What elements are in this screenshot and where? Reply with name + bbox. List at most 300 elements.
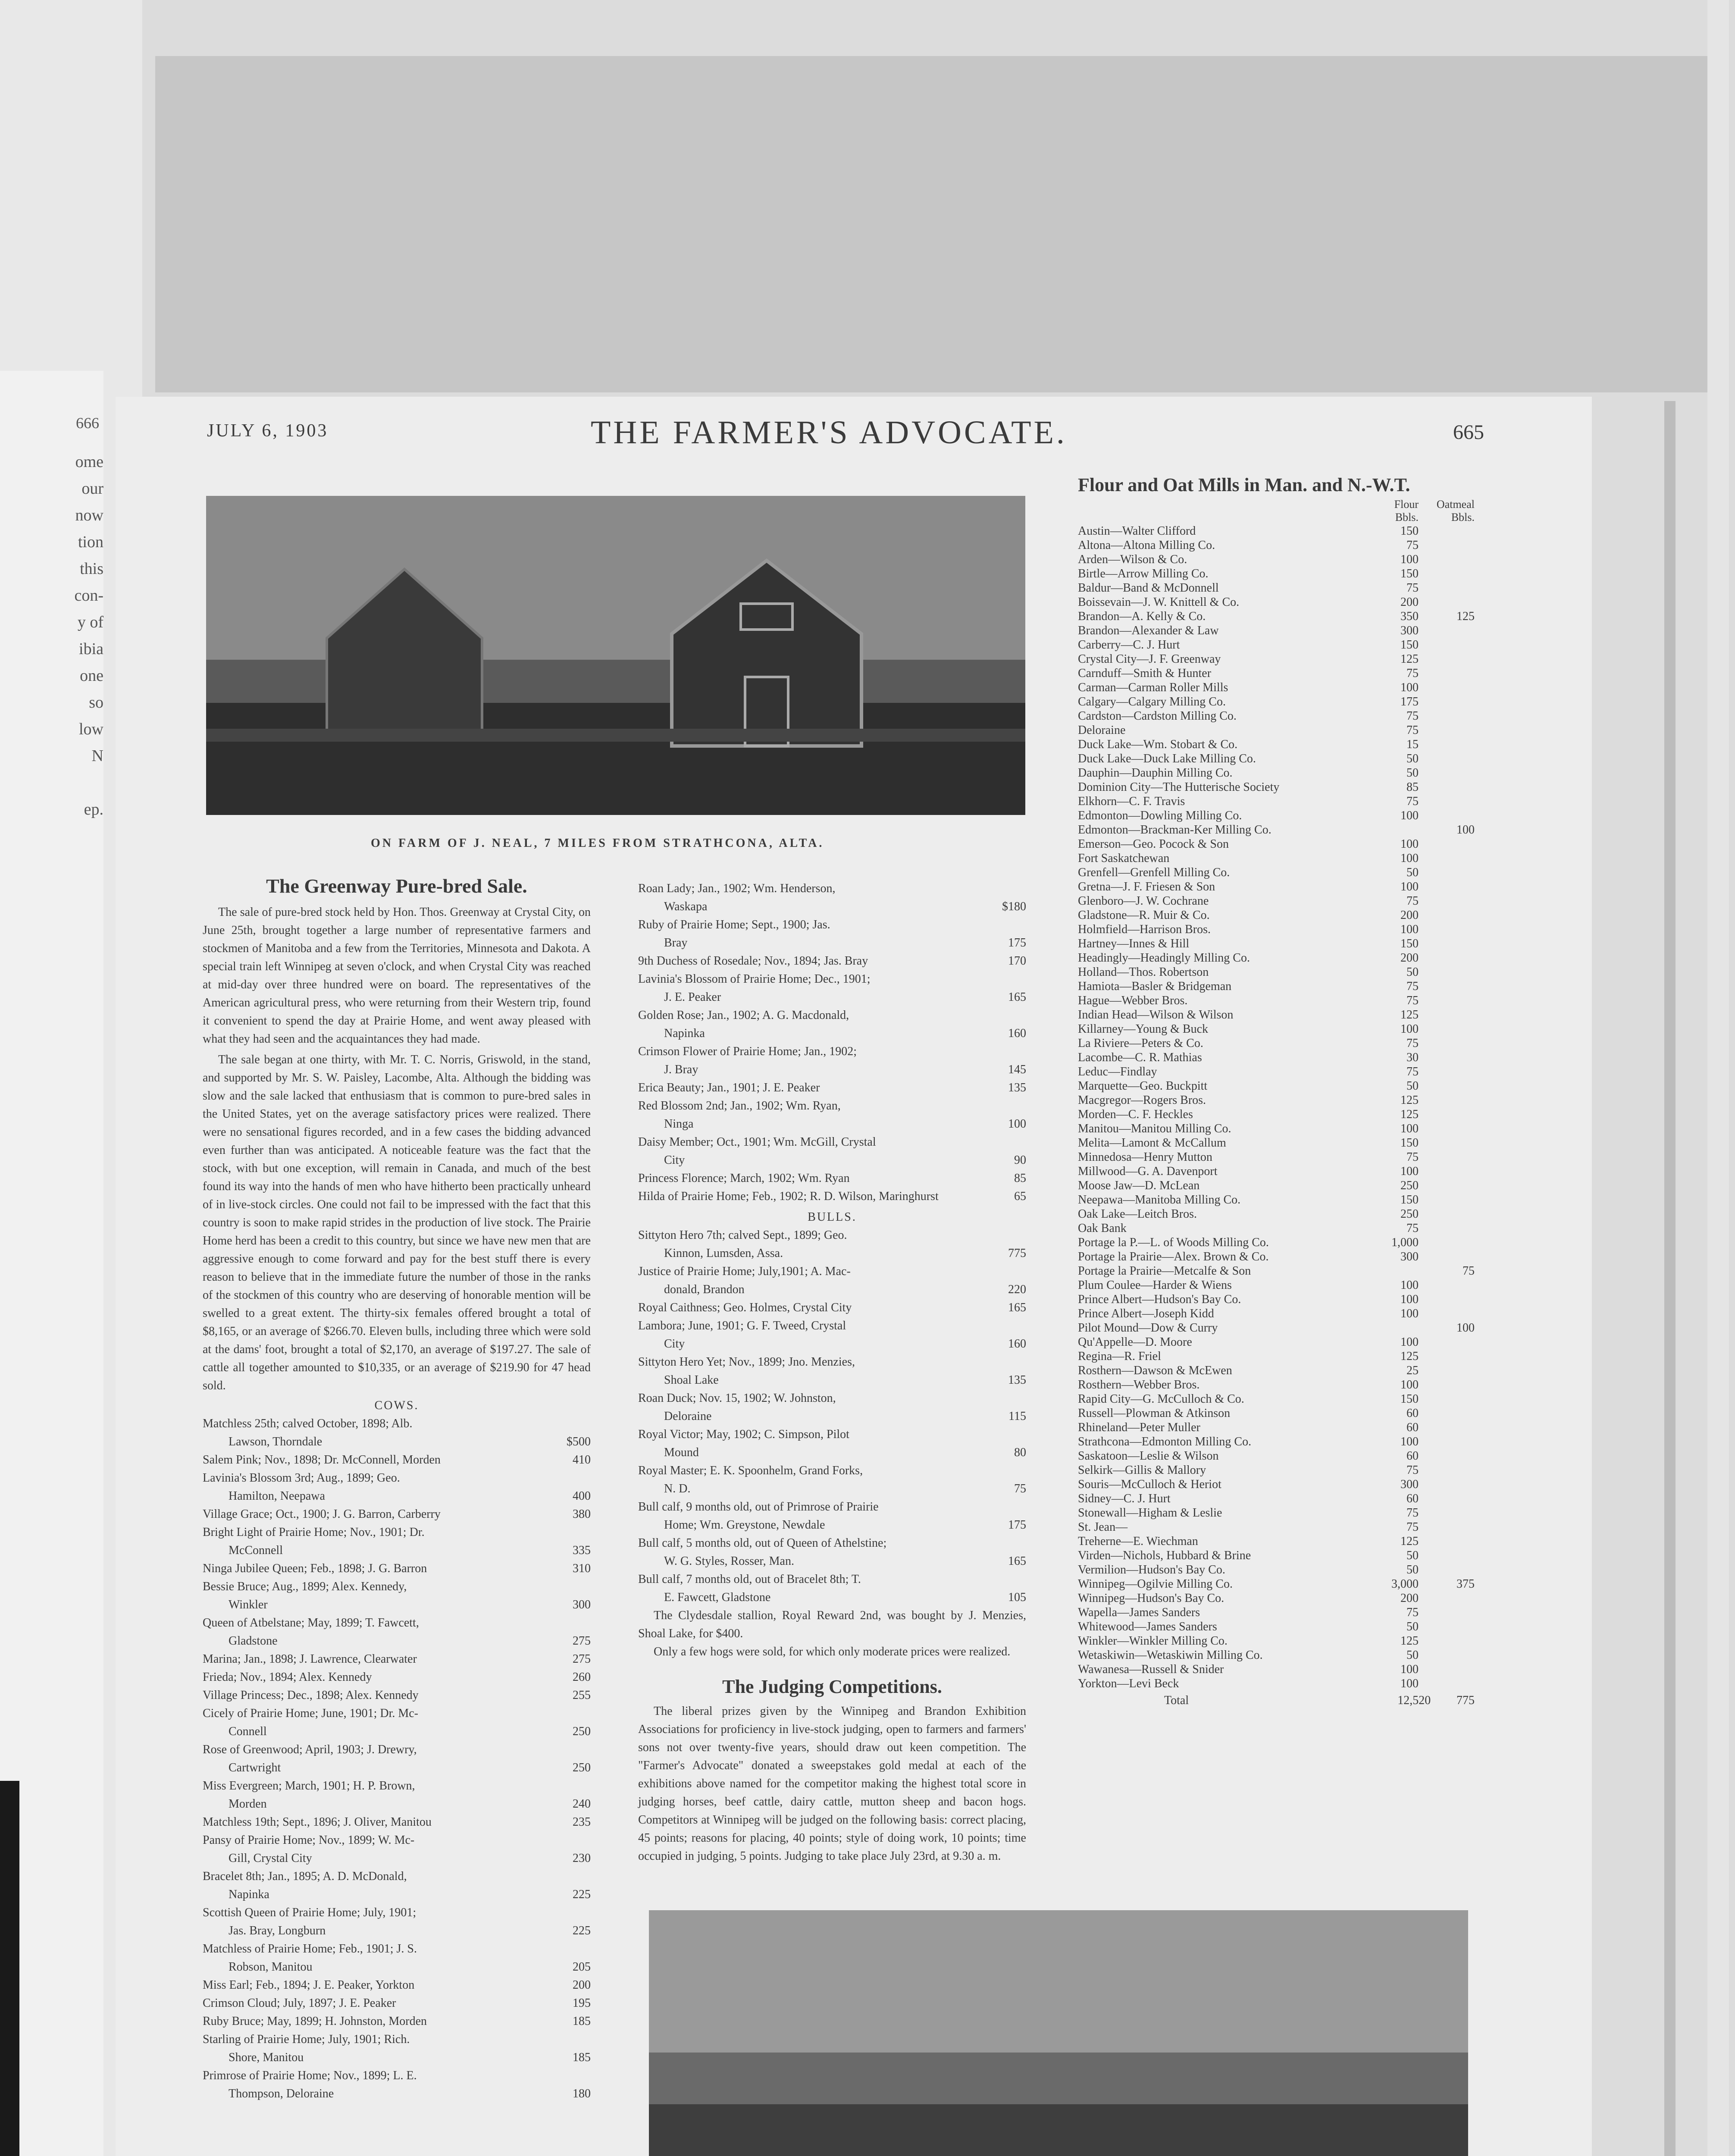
oatmeal-capacity <box>1419 1662 1475 1677</box>
sale-entry-line: Daisy Member; Oct., 1901; Wm. McGill, Crystal <box>638 1135 876 1149</box>
mill-name: Lacombe—C. R. Mathias <box>1078 1051 1202 1064</box>
sale-entry <box>203 1523 591 1560</box>
mill-name: Edmonton—Dowling Milling Co. <box>1078 809 1242 822</box>
sale-entry-line: Ruby Bruce; May, 1899; H. Johnston, Morden <box>203 2015 427 2028</box>
hogs-note: Only a few hogs were sold, for which only moderate prices were realized. <box>654 1645 1011 1658</box>
mill-name: Leduc—Findlay <box>1078 1065 1157 1078</box>
sale-entry <box>638 1169 1026 1188</box>
sale-entry-line: Morden <box>229 1797 267 1811</box>
sale-entry <box>203 1668 591 1686</box>
sale-price: 300 <box>573 1598 591 1611</box>
mill-name: Brandon—A. Kelly & Co. <box>1078 610 1206 623</box>
lake-photo <box>649 1910 1468 2156</box>
sale-price: 255 <box>573 1689 591 1702</box>
oatmeal-header: Oatmeal <box>1436 498 1475 511</box>
sale-entry-line: Sittyton Hero Yet; Nov., 1899; Jno. Menzies, <box>638 1355 855 1369</box>
flour-capacity: 50 <box>1406 1563 1419 1576</box>
mill-name: Plum Coulee—Harder & Wiens <box>1078 1279 1232 1292</box>
sale-entry-line: W. G. Styles, Rosser, Man. <box>664 1554 794 1568</box>
sale-entry <box>638 1006 1026 1043</box>
left-fragment-line: ome <box>75 453 103 471</box>
sale-entry-line: Connell <box>229 1725 267 1738</box>
mill-row <box>1078 851 1475 865</box>
mill-row <box>1078 638 1475 652</box>
mill-name: Yorkton—Levi Beck <box>1078 1677 1179 1690</box>
sale-entry-line: Primrose of Prairie Home; Nov., 1899; L. E. <box>203 2069 417 2082</box>
sale-price: 90 <box>1014 1153 1026 1167</box>
mill-row <box>1078 1406 1475 1420</box>
sale-price: 100 <box>1008 1117 1026 1131</box>
mill-name: Pilot Mound—Dow & Curry <box>1078 1321 1218 1335</box>
mill-row <box>1078 1349 1475 1363</box>
oatmeal-capacity <box>1419 808 1475 823</box>
oatmeal-capacity <box>1419 1307 1475 1321</box>
mills-rows <box>1078 524 1475 1708</box>
left-fragment-line: now <box>75 506 103 524</box>
flour-capacity: 25 <box>1406 1364 1419 1377</box>
flour-capacity: 100 <box>1400 1435 1419 1448</box>
sale-entry-line: Lavinia's Blossom of Prairie Home; Dec., 1901; <box>638 972 871 986</box>
judging-paragraph: The liberal prizes given by the Winnipeg and Brandon Exhibition Associations for proficiency in live-stock judging, open to farmers and farmers' sons not over twenty-five years, should draw out keen competition. The "Farmer's Advocate" donated a sweepstakes gold medal at each of the exhibitions above named for the competitor making the highest total score in judging horses, beef cattle, dairy cattle, mutton sheep and bacon hogs. Competitors at Winnipeg will be judged on the following basis: correct placing, 45 points; reasons for placing, 40 points; style of doing work, 10 points; time occupied in judging, 5 points. Judging to take place July 23rd, at 9.30 a. m. <box>638 1705 1026 1863</box>
flour-capacity: 75 <box>1406 1065 1419 1078</box>
flour-capacity: 100 <box>1400 1335 1419 1349</box>
mill-row <box>1078 1520 1475 1534</box>
bulls-sale-list <box>638 1226 1026 1607</box>
mill-row <box>1078 595 1475 609</box>
sale-entry-line: Royal Master; E. K. Spoonhelm, Grand Forks, <box>638 1464 863 1477</box>
mill-name: Carman—Carman Roller Mills <box>1078 681 1228 694</box>
sale-entry <box>638 1043 1026 1079</box>
flour-capacity: 75 <box>1406 1222 1419 1235</box>
mill-name: Stonewall—Higham & Leslie <box>1078 1506 1222 1520</box>
flour-capacity: 75 <box>1406 1506 1419 1520</box>
sale-entry-line: Scottish Queen of Prairie Home; July, 1901; <box>203 1906 417 1919</box>
sale-entry-line: Roan Duck; Nov. 15, 1902; W. Johnston, <box>638 1391 836 1405</box>
oatmeal-capacity <box>1419 1008 1475 1022</box>
sale-price: 115 <box>1008 1410 1026 1423</box>
flour-capacity: 3,000 <box>1391 1577 1419 1591</box>
sale-entry-line: Robson, Manitou <box>229 1960 313 1974</box>
mill-row <box>1078 1648 1475 1662</box>
sale-entry-line: Shore, Manitou <box>229 2051 304 2064</box>
sale-entry <box>203 1451 591 1469</box>
sale-entry-line: Hilda of Prairie Home; Feb., 1902; R. D. Wilson, Maringhurst <box>638 1190 939 1203</box>
mill-row <box>1078 780 1475 794</box>
mill-row <box>1078 1420 1475 1435</box>
oatmeal-capacity <box>1419 1378 1475 1392</box>
oatmeal-capacity <box>1419 1164 1475 1178</box>
mill-row <box>1078 1235 1475 1250</box>
mill-name: Russell—Plowman & Atkinson <box>1078 1407 1231 1420</box>
oatmeal-capacity <box>1419 993 1475 1008</box>
mill-name: La Riviere—Peters & Co. <box>1078 1037 1203 1050</box>
mill-row <box>1078 581 1475 595</box>
sale-entry <box>203 2031 591 2067</box>
flour-header: Flour <box>1394 498 1419 511</box>
mill-row <box>1078 865 1475 880</box>
sale-entry-line: Ninga Jubilee Queen; Feb., 1898; J. G. Barron <box>203 1562 427 1575</box>
oatmeal-capacity <box>1419 766 1475 780</box>
mill-name: Virden—Nichols, Hubbard & Brine <box>1078 1549 1251 1562</box>
mill-row <box>1078 1492 1475 1506</box>
sale-entry-line: Pansy of Prairie Home; Nov., 1899; W. Mc- <box>203 1833 415 1847</box>
sale-price: 195 <box>573 1996 591 2010</box>
judging-headline: The Judging Competitions. <box>722 1676 942 1697</box>
sale-price: 380 <box>573 1507 591 1521</box>
mill-row <box>1078 1662 1475 1677</box>
mill-row <box>1078 1079 1475 1093</box>
oatmeal-capacity <box>1419 1036 1475 1050</box>
sale-entry-line: Cicely of Prairie Home; June, 1901; Dr. Mc- <box>203 1707 419 1720</box>
flour-capacity: 125 <box>1400 1634 1419 1648</box>
sale-entry-line: Matchless 19th; Sept., 1896; J. Oliver, Manitou <box>203 1815 432 1829</box>
flour-capacity: 100 <box>1400 923 1419 936</box>
mill-name: Headingly—Headingly Milling Co. <box>1078 951 1250 965</box>
flour-capacity: 75 <box>1406 709 1419 723</box>
mill-row <box>1078 1693 1475 1708</box>
flour-capacity: 200 <box>1400 595 1419 609</box>
flour-capacity: 60 <box>1406 1449 1419 1463</box>
mill-name: Portage la Prairie—Metcalfe & Son <box>1078 1264 1251 1278</box>
sale-entry-line: Red Blossom 2nd; Jan., 1902; Wm. Ryan, <box>638 1099 841 1112</box>
oatmeal-capacity <box>1419 1563 1475 1577</box>
oatmeal-capacity <box>1419 1520 1475 1534</box>
oatmeal-capacity: 100 <box>1456 1321 1475 1335</box>
oatmeal-capacity <box>1419 1591 1475 1605</box>
sale-entry <box>638 1534 1026 1570</box>
mill-row <box>1078 1093 1475 1107</box>
sale-entry-line: Gill, Crystal City <box>229 1852 312 1865</box>
oatmeal-capacity <box>1419 752 1475 766</box>
mill-name: Neepawa—Manitoba Milling Co. <box>1078 1193 1241 1206</box>
flour-capacity: 75 <box>1406 994 1419 1007</box>
mill-row <box>1078 951 1475 965</box>
oatmeal-capacity <box>1419 894 1475 908</box>
mill-name: Winkler—Winkler Milling Co. <box>1078 1634 1228 1648</box>
oatmeal-capacity <box>1419 1392 1475 1406</box>
sale-entry-line: Bessie Bruce; Aug., 1899; Alex. Kennedy, <box>203 1580 407 1593</box>
oatmeal-capacity <box>1419 1463 1475 1477</box>
oatmeal-capacity <box>1419 581 1475 595</box>
mill-name: Carberry—C. J. Hurt <box>1078 638 1180 652</box>
sale-entry <box>203 1705 591 1741</box>
mill-row <box>1078 837 1475 851</box>
sale-entry <box>203 1868 591 1904</box>
sale-entry-line: Frieda; Nov., 1894; Alex. Kennedy <box>203 1670 372 1684</box>
oatmeal-capacity <box>1419 780 1475 794</box>
oatmeal-capacity <box>1419 1506 1475 1520</box>
oatmeal-capacity <box>1419 1449 1475 1463</box>
mill-row <box>1078 723 1475 737</box>
sale-price: 235 <box>573 1815 591 1829</box>
mill-name: Hague—Webber Bros. <box>1078 994 1188 1007</box>
mill-name: Holmfield—Harrison Bros. <box>1078 923 1211 936</box>
mill-row <box>1078 695 1475 709</box>
sale-entry <box>203 1976 591 1994</box>
flour-capacity: 75 <box>1406 1606 1419 1619</box>
mill-name: Holland—Thos. Robertson <box>1078 965 1209 979</box>
sale-entry <box>638 1317 1026 1353</box>
left-fragment-line: this <box>80 560 103 578</box>
mill-name: Carnduff—Smith & Hunter <box>1078 667 1212 680</box>
mill-row <box>1078 1065 1475 1079</box>
mill-name: Sidney—C. J. Hurt <box>1078 1492 1171 1505</box>
sale-entry-line: Jas. Bray, Longburn <box>229 1924 326 1937</box>
oatmeal-capacity <box>1419 1079 1475 1093</box>
greenway-paragraph-2: The sale began at one thirty, with Mr. T. C. Norris, Griswold, in the stand, and supported by Mr. S. W. Paisley, Lacombe, Alta. Although the bidding was slow and the sale lacked that enthusiasm that is common to pure-bred sales in the United States, yet on the average satisfactory prices were realized. There were no sensational figures recorded, and in a few cases the bidding advanced even further than was anticipated. A noticeable feature was the fact that the stock, with but one exception, will remain in Canada, and much of the best found its way into the hands of men who have hitherto been practically unheard of in live-stock circles. One could not fail to be impressed with the fact that this country is soon to make rapid strides in the production of live stock. The Prairie Home herd has been a credit to this country, but since we have new men that are aggressive enough to come forward and pay for the best stuff there is every reason to believe that in the immediate future the number of those in the ranks of the stockmen of this country who are deserving of honorable mention will be swelled to a great extent. The thirty-six females offered brought a total of $8,165, or an average of $266.70. Eleven bulls, including three which were sold at the dams' foot, brought a total of $2,170, an average of $197.27. The sale of cattle all together amounted to $10,335, or an average of $219.90 for 47 head sold. <box>203 1053 591 1392</box>
sale-price: 275 <box>573 1634 591 1648</box>
flour-capacity: 50 <box>1406 965 1419 979</box>
sale-entry-line: Golden Rose; Jan., 1902; A. G. Macdonald, <box>638 1009 849 1022</box>
flour-capacity: 100 <box>1400 1022 1419 1036</box>
oatmeal-capacity <box>1419 538 1475 552</box>
flour-capacity: 60 <box>1406 1421 1419 1434</box>
left-fragment-line: our <box>81 479 103 498</box>
mill-name: Gretna—J. F. Friesen & Son <box>1078 880 1215 893</box>
sale-price: 220 <box>1008 1283 1026 1296</box>
mill-row <box>1078 823 1475 837</box>
oatmeal-capacity: 375 <box>1456 1577 1475 1591</box>
mill-row <box>1078 1677 1475 1691</box>
oatmeal-capacity <box>1419 1022 1475 1036</box>
mill-row <box>1078 1321 1475 1335</box>
mill-row <box>1078 1264 1475 1278</box>
sale-entry <box>203 1741 591 1777</box>
mill-name: Wawanesa—Russell & Snider <box>1078 1663 1224 1676</box>
right-scan-edge <box>1707 0 1729 2156</box>
mill-row <box>1078 1577 1475 1591</box>
oatmeal-capacity: 100 <box>1456 823 1475 837</box>
mill-name: Morden—C. F. Heckles <box>1078 1108 1193 1121</box>
mill-name: Prince Albert—Joseph Kidd <box>1078 1307 1214 1320</box>
sale-entry-line: Village Grace; Oct., 1900; J. G. Barron, Carberry <box>203 1507 441 1521</box>
mill-name: Edmonton—Brackman-Ker Milling Co. <box>1078 823 1271 837</box>
oatmeal-capacity <box>1419 1292 1475 1307</box>
sale-price: 205 <box>573 1960 591 1974</box>
sale-entry-line: Shoal Lake <box>664 1373 719 1387</box>
sale-entry-line: Deloraine <box>664 1410 712 1423</box>
sale-price: 200 <box>573 1978 591 1992</box>
flour-capacity: 100 <box>1400 1307 1419 1320</box>
flour-capacity: 75 <box>1406 980 1419 993</box>
mill-row <box>1078 1193 1475 1207</box>
oatmeal-capacity: 75 <box>1463 1264 1475 1278</box>
flour-capacity: 50 <box>1406 752 1419 765</box>
oatmeal-capacity <box>1419 937 1475 951</box>
oatmeal-capacity <box>1419 695 1475 709</box>
oatmeal-capacity <box>1419 1207 1475 1221</box>
greenway-article <box>203 873 591 2103</box>
sale-entry-line: Lambora; June, 1901; G. F. Tweed, Crystal <box>638 1319 846 1332</box>
sale-entry <box>203 1614 591 1650</box>
sale-price: 400 <box>573 1489 591 1503</box>
flour-capacity: 300 <box>1400 624 1419 637</box>
mill-name: Rosthern—Dawson & McEwen <box>1078 1364 1232 1377</box>
barn-photo <box>206 496 1025 815</box>
flour-capacity: 50 <box>1406 1549 1419 1562</box>
flour-capacity: 350 <box>1400 610 1419 623</box>
oatmeal-capacity <box>1419 1278 1475 1292</box>
flour-capacity: 75 <box>1406 667 1419 680</box>
sale-entry-line: Napinka <box>664 1027 705 1040</box>
oatmeal-capacity <box>1419 1221 1475 1235</box>
sale-price: 275 <box>573 1652 591 1666</box>
sale-entry-line: Lawson, Thorndale <box>229 1435 323 1448</box>
sale-entry-line: Salem Pink; Nov., 1898; Dr. McConnell, Morden <box>203 1453 441 1467</box>
oatmeal-capacity <box>1419 567 1475 581</box>
mill-row <box>1078 1022 1475 1036</box>
mill-row <box>1078 1605 1475 1620</box>
mill-row <box>1078 1050 1475 1065</box>
mill-row <box>1078 1392 1475 1406</box>
mill-row <box>1078 1150 1475 1164</box>
sale-entry-line: Home; Wm. Greystone, Newdale <box>664 1518 825 1532</box>
mill-row <box>1078 1122 1475 1136</box>
oatmeal-capacity <box>1419 1435 1475 1449</box>
mill-name: Crystal City—J. F. Greenway <box>1078 652 1221 666</box>
sale-entry <box>638 970 1026 1006</box>
oatmeal-capacity <box>1419 1363 1475 1378</box>
sale-price: 250 <box>573 1725 591 1738</box>
sale-entry <box>638 1498 1026 1534</box>
mill-row <box>1078 794 1475 808</box>
mill-row <box>1078 737 1475 752</box>
oatmeal-capacity <box>1419 723 1475 737</box>
sale-entry-line: Crimson Cloud; July, 1897; J. E. Peaker <box>203 1996 396 2010</box>
mill-name: Deloraine <box>1078 724 1126 737</box>
mill-row <box>1078 709 1475 723</box>
flour-capacity: 200 <box>1400 951 1419 965</box>
oatmeal-capacity <box>1419 1150 1475 1164</box>
mill-name: Altona—Altona Milling Co. <box>1078 539 1215 552</box>
oatmeal-capacity <box>1419 1677 1475 1691</box>
flour-capacity: 100 <box>1400 681 1419 694</box>
sale-entry <box>203 1560 591 1578</box>
mill-row <box>1078 609 1475 624</box>
sale-entry <box>203 1469 591 1505</box>
greenway-headline: The Greenway Pure-bred Sale. <box>266 875 527 897</box>
mill-name: Vermilion—Hudson's Bay Co. <box>1078 1563 1225 1576</box>
flour-capacity: 100 <box>1400 1293 1419 1306</box>
mill-name: Birtle—Arrow Milling Co. <box>1078 567 1209 580</box>
oatmeal-capacity <box>1419 1534 1475 1548</box>
clydesdale-note: The Clydesdale stallion, Royal Reward 2nd, was bought by J. Menzies, Shoal Lake, for $400. <box>638 1609 1026 1640</box>
mill-row <box>1078 1036 1475 1050</box>
sale-entry-line: Erica Beauty; Jan., 1901; J. E. Peaker <box>638 1081 820 1094</box>
mill-row <box>1078 880 1475 894</box>
flour-capacity <box>1362 823 1419 837</box>
flour-capacity: 100 <box>1400 553 1419 566</box>
flour-capacity: 75 <box>1406 539 1419 552</box>
flour-capacity: 60 <box>1406 1492 1419 1505</box>
oatmeal-capacity <box>1419 851 1475 865</box>
mill-row <box>1078 1563 1475 1577</box>
sale-entry-line: Hamilton, Neepawa <box>229 1489 325 1503</box>
flour-capacity: 125 <box>1400 1535 1419 1548</box>
left-fragment-line <box>4 769 103 796</box>
sale-price: 65 <box>1014 1190 1026 1203</box>
oatmeal-capacity <box>1419 837 1475 851</box>
oatmeal-capacity <box>1419 709 1475 723</box>
sale-entry-line: Ninga <box>664 1117 694 1131</box>
sale-price: $180 <box>1002 900 1026 913</box>
flour-capacity: 100 <box>1400 1378 1419 1391</box>
sale-price: 185 <box>573 2051 591 2064</box>
flour-capacity: 50 <box>1406 766 1419 780</box>
sale-price: 160 <box>1008 1337 1026 1351</box>
left-fragment-line: tion <box>78 533 103 551</box>
flour-capacity: 50 <box>1406 1620 1419 1633</box>
flour-capacity: 12,520 <box>1397 1694 1431 1707</box>
sale-entry-line: Gladstone <box>229 1634 278 1648</box>
mill-row <box>1078 1477 1475 1492</box>
mill-name: Winnipeg—Hudson's Bay Co. <box>1078 1592 1225 1605</box>
sale-entry-line: Princess Florence; March, 1902; Wm. Ryan <box>638 1172 850 1185</box>
sale-entry <box>638 1570 1026 1607</box>
left-fragment-line: ibia <box>79 640 103 658</box>
left-fragment-line: con- <box>74 586 103 605</box>
sale-price: 335 <box>573 1544 591 1557</box>
flour-capacity: 100 <box>1400 1165 1419 1178</box>
sale-entry-line: Lavinia's Blossom 3rd; Aug., 1899; Geo. <box>203 1471 400 1485</box>
flour-capacity: 50 <box>1406 866 1419 879</box>
sale-entry-line: Royal Caithness; Geo. Holmes, Crystal City <box>638 1301 852 1314</box>
mill-name: Hartney—Innes & Hill <box>1078 937 1190 950</box>
mill-name: Saskatoon—Leslie & Wilson <box>1078 1449 1219 1463</box>
oatmeal-unit: Bbls. <box>1451 511 1475 523</box>
sale-entry-line: Bracelet 8th; Jan., 1895; A. D. McDonald, <box>203 1870 407 1883</box>
sale-entry <box>638 1226 1026 1263</box>
flour-capacity: 50 <box>1406 1079 1419 1093</box>
flour-capacity <box>1362 1321 1419 1335</box>
sale-entry-line: J. E. Peaker <box>664 990 721 1004</box>
sale-entry <box>638 1389 1026 1426</box>
flour-capacity: 100 <box>1400 1663 1419 1676</box>
sale-price: 310 <box>573 1562 591 1575</box>
mill-name: Emerson—Geo. Pocock & Son <box>1078 837 1229 851</box>
mill-row <box>1078 1548 1475 1563</box>
oatmeal-capacity <box>1419 1349 1475 1363</box>
mill-row <box>1078 652 1475 666</box>
sale-entry-line: City <box>664 1153 685 1167</box>
bulls-subheading: BULLS. <box>808 1210 857 1224</box>
mill-row <box>1078 908 1475 922</box>
sale-entry <box>638 1353 1026 1389</box>
sale-entry-line: N. D. <box>664 1482 691 1495</box>
oatmeal-capacity <box>1419 1335 1475 1349</box>
flour-capacity: 100 <box>1400 880 1419 893</box>
mill-name: Total <box>1164 1694 1189 1707</box>
left-fragment-line: one <box>80 667 103 685</box>
mill-row <box>1078 808 1475 823</box>
mill-name: Portage la Prairie—Alex. Brown & Co. <box>1078 1250 1269 1263</box>
sale-entry <box>203 2067 591 2103</box>
sale-entry <box>203 1904 591 1940</box>
oatmeal-capacity <box>1419 1122 1475 1136</box>
oatmeal-capacity: 775 <box>1456 1694 1475 1707</box>
oatmeal-capacity <box>1419 794 1475 808</box>
oatmeal-capacity <box>1419 1648 1475 1662</box>
sale-entry <box>638 1299 1026 1317</box>
sale-entry-line: City <box>664 1337 685 1351</box>
page-fold-edge <box>1664 401 1675 2156</box>
mill-name: Manitou—Manitou Milling Co. <box>1078 1122 1231 1135</box>
sale-price: 165 <box>1008 1301 1026 1314</box>
mill-name: Wapella—James Sanders <box>1078 1606 1200 1619</box>
sale-entry <box>638 880 1026 916</box>
sale-entry <box>203 1813 591 1831</box>
flour-capacity: 100 <box>1400 837 1419 851</box>
